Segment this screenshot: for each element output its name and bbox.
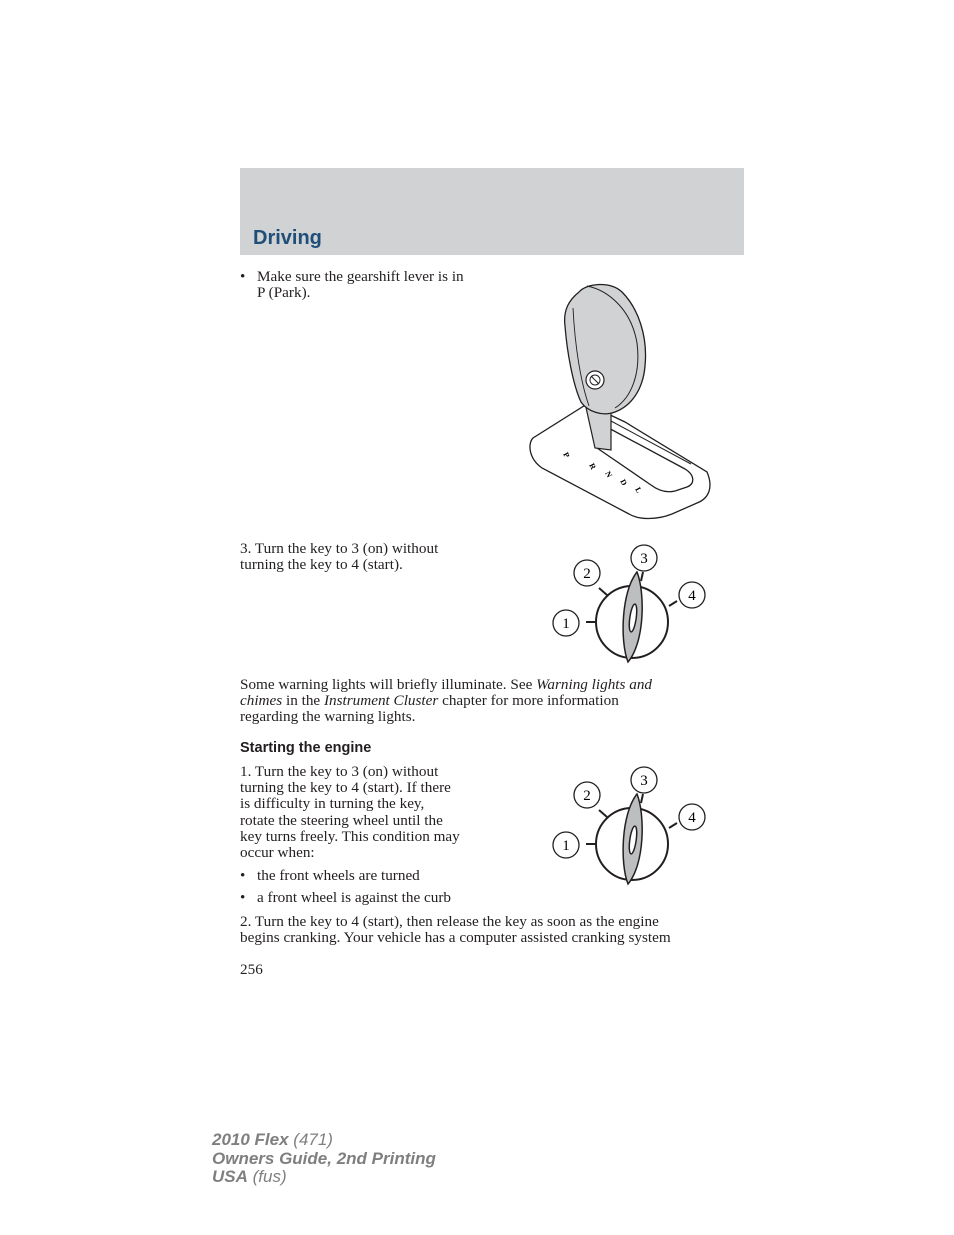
warning-paragraph: Some warning lights will briefly illuminate. See Warning lights and chimes in the Instrument Cluster chapter for more information regarding the warning lights. <box>240 676 653 726</box>
subsection-heading: Starting the engine <box>240 740 372 756</box>
position-label-2: 2 <box>583 788 591 804</box>
tick-3 <box>641 572 643 581</box>
bullet-text: the front wheels are turned <box>257 867 420 884</box>
list-item <box>240 269 464 301</box>
tick-3 <box>641 794 643 803</box>
step3-paragraph: 3. Turn the key to 3 (on) without turning the key to 4 (start). <box>240 540 439 574</box>
gear-label: R <box>587 461 598 472</box>
cross-reference: chimes <box>240 692 283 710</box>
bullet-text: Make sure the gearshift lever is in P (Park). <box>257 268 464 302</box>
document-footer: 2010 Flex (471) Owners Guide, 2nd Printing USA (fus) <box>212 1130 436 1186</box>
cross-reference: Warning lights and <box>536 676 653 693</box>
bullet-text: a front wheel is against the curb <box>257 889 451 906</box>
gear-label: P <box>561 450 572 460</box>
ignition-diagram <box>548 766 712 886</box>
section-title: Driving <box>253 227 322 249</box>
tick-2 <box>599 588 607 595</box>
list-item <box>240 868 420 884</box>
position-label-4: 4 <box>688 810 696 826</box>
position-label-1: 1 <box>562 838 570 854</box>
position-label-2: 2 <box>583 566 591 582</box>
tick-2 <box>599 810 607 817</box>
console-plate <box>530 404 710 519</box>
position-label-4: 4 <box>688 588 696 604</box>
gear-label: D <box>618 477 629 488</box>
position-label-3: 3 <box>640 773 648 789</box>
position-label-3: 3 <box>640 551 648 567</box>
step2-paragraph: 2. Turn the key to 4 (start), then release the key as soon as the engine begins cranking. Your vehicle has a computer assisted cranking system <box>240 913 671 947</box>
tick-4 <box>669 823 677 828</box>
tick-4 <box>669 601 677 606</box>
gear-label: N <box>603 469 614 480</box>
gear-label: L <box>633 485 644 495</box>
step1-paragraph: 1. Turn the key to 3 (on) without turning the key to 4 (start). If there is difficulty in turning the key, rotate the steering wheel until the key turns freely. This condition may occur when: <box>240 763 460 862</box>
gearshift-illustration <box>527 278 713 522</box>
position-label-1: 1 <box>562 616 570 632</box>
ignition-diagram <box>548 544 712 664</box>
page-number: 256 <box>240 961 263 978</box>
bullet-marker: • <box>240 867 246 884</box>
bullet-marker: • <box>240 889 246 906</box>
list-item <box>240 890 451 906</box>
bullet-marker: • <box>240 268 246 285</box>
chapter-reference: Instrument Cluster <box>323 692 439 710</box>
